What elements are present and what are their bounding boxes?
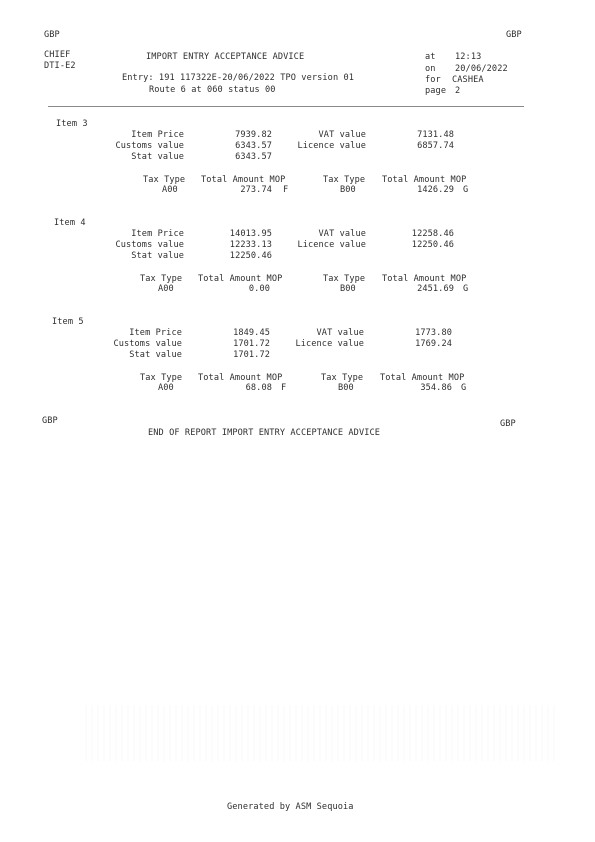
total-amount-mop-header: Total Amount MOP — [382, 175, 467, 185]
tax-type-header: Tax Type — [323, 175, 366, 185]
time-label: at — [425, 52, 436, 62]
tax-amount: 1426.29 — [417, 185, 454, 195]
item-price-label: Item Price — [131, 229, 184, 239]
licence-value-label: Licence value — [295, 339, 364, 349]
licence-value: 1769.24 — [415, 339, 452, 349]
method-of-payment: F — [281, 383, 287, 393]
vat-value-label: VAT value — [318, 130, 366, 140]
tax-type-header: Tax Type — [323, 274, 366, 284]
header-divider — [48, 106, 524, 107]
method-of-payment: G — [463, 185, 469, 195]
total-amount-mop-header: Total Amount MOP — [380, 373, 465, 383]
vat-value: 1773.80 — [415, 328, 452, 338]
item-heading: Item 5 — [52, 317, 84, 327]
total-amount-mop-header: Total Amount MOP — [198, 373, 283, 383]
for-value: CASHEA — [452, 75, 484, 85]
page-label: page — [425, 86, 447, 96]
customs-value-label: Customs value — [115, 141, 184, 151]
customs-value-label: Customs value — [115, 240, 184, 250]
tax-type-code: A00 — [158, 383, 174, 393]
licence-value: 12250.46 — [411, 240, 454, 250]
stat-value-label: Stat value — [131, 152, 184, 162]
entry-line: Entry: 191 117322E-20/06/2022 TPO version 01 — [122, 73, 355, 83]
tax-type-header: Tax Type — [140, 373, 183, 383]
item-price-value: 14013.95 — [229, 229, 272, 239]
scan-artifact — [85, 705, 555, 761]
item-price-label: Item Price — [131, 130, 184, 140]
date-value: 20/06/2022 — [455, 64, 508, 74]
tax-amount: 68.08 — [245, 383, 272, 393]
stat-value: 12250.46 — [229, 251, 272, 261]
total-amount-mop-header: Total Amount MOP — [198, 274, 283, 284]
method-of-payment: G — [463, 284, 469, 294]
vat-value: 12258.46 — [411, 229, 454, 239]
vat-value: 7131.48 — [417, 130, 454, 140]
item-heading: Item 3 — [56, 119, 88, 129]
tax-type-code: B00 — [340, 185, 356, 195]
vat-value-label: VAT value — [318, 229, 366, 239]
stat-value: 6343.57 — [235, 152, 272, 162]
item-price-value: 1849.45 — [233, 328, 270, 338]
end-currency-left: GBP — [42, 416, 58, 426]
customs-value: 6343.57 — [235, 141, 272, 151]
customs-value-label: Customs value — [113, 339, 182, 349]
time-value: 12:13 — [455, 52, 482, 62]
date-label: on — [425, 64, 436, 74]
licence-value-label: Licence value — [297, 240, 366, 250]
end-of-report: END OF REPORT IMPORT ENTRY ACCEPTANCE ADVICE — [148, 428, 381, 438]
currency-corner-right: GBP — [506, 30, 522, 40]
stat-value-label: Stat value — [131, 251, 184, 261]
tax-amount: 354.86 — [420, 383, 452, 393]
tax-type-header: Tax Type — [140, 274, 183, 284]
tax-amount: 273.74 — [240, 185, 272, 195]
licence-value-label: Licence value — [297, 141, 366, 151]
total-amount-mop-header: Total Amount MOP — [382, 274, 467, 284]
route-line: Route 6 at 060 status 00 — [149, 85, 276, 95]
method-of-payment: G — [461, 383, 467, 393]
system-code: DTI-E2 — [44, 61, 76, 71]
tax-type-code: B00 — [338, 383, 354, 393]
tax-type-header: Tax Type — [143, 175, 186, 185]
generated-by-footer: Generated by ASM Sequoia — [227, 802, 354, 812]
tax-type-code: A00 — [162, 185, 178, 195]
tax-amount: 2451.69 — [417, 284, 454, 294]
stat-value: 1701.72 — [233, 350, 270, 360]
method-of-payment: F — [283, 185, 289, 195]
tax-type-code: A00 — [158, 284, 174, 294]
system-name: CHIEF — [44, 50, 71, 60]
customs-value: 12233.13 — [229, 240, 272, 250]
currency-corner-left: GBP — [44, 30, 60, 40]
customs-value: 1701.72 — [233, 339, 270, 349]
tax-type-code: B00 — [340, 284, 356, 294]
item-heading: Item 4 — [54, 218, 86, 228]
item-price-label: Item Price — [129, 328, 182, 338]
report-title: IMPORT ENTRY ACCEPTANCE ADVICE — [146, 52, 305, 62]
tax-type-header: Tax Type — [321, 373, 364, 383]
for-label: for — [425, 75, 441, 85]
total-amount-mop-header: Total Amount MOP — [201, 175, 286, 185]
end-currency-right: GBP — [500, 419, 516, 429]
vat-value-label: VAT value — [316, 328, 364, 338]
tax-amount: 0.00 — [248, 284, 270, 294]
item-price-value: 7939.82 — [235, 130, 272, 140]
page-number: 2 — [455, 86, 461, 96]
licence-value: 6857.74 — [417, 141, 454, 151]
stat-value-label: Stat value — [129, 350, 182, 360]
